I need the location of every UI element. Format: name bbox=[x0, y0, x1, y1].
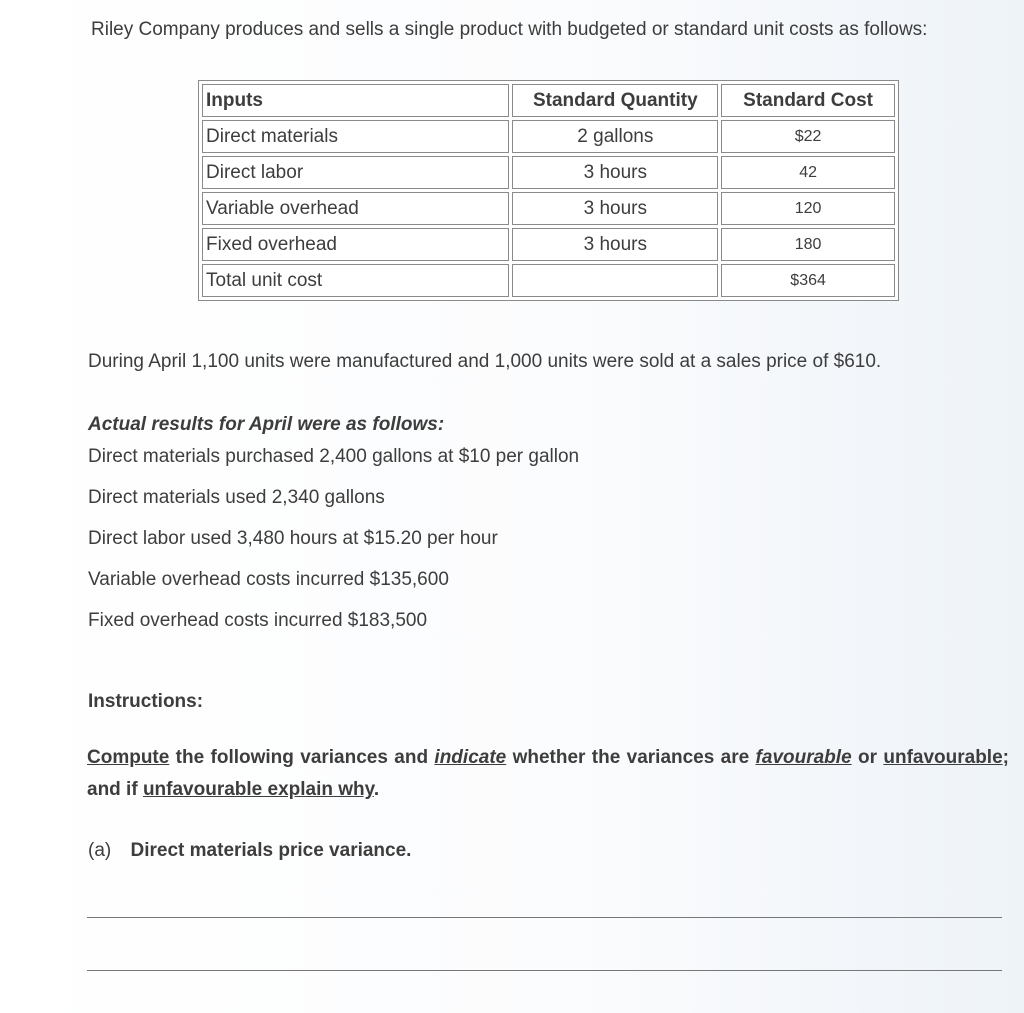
intro-text: Riley Company produces and sells a single product with budgeted or standard unit costs as follows: bbox=[91, 19, 928, 40]
cell-quantity: 3 hours bbox=[512, 228, 718, 261]
header-inputs: Inputs bbox=[202, 84, 509, 117]
cell-cost: 42 bbox=[721, 156, 895, 189]
actual-line: Direct materials used 2,340 gallons bbox=[88, 487, 385, 508]
standard-cost-table bbox=[198, 80, 899, 301]
cell-input: Fixed overhead bbox=[202, 228, 509, 261]
actual-line: Fixed overhead costs incurred $183,500 bbox=[88, 610, 428, 631]
table-row bbox=[202, 156, 895, 189]
unfavourable-word: unfavourable bbox=[883, 747, 1003, 768]
cell-quantity: 3 hours bbox=[512, 156, 718, 189]
answer-line[interactable] bbox=[87, 917, 1002, 918]
header-standard-quantity: Standard Quantity bbox=[512, 84, 718, 117]
cell-input: Total unit cost bbox=[202, 264, 509, 297]
cell-cost: 120 bbox=[721, 192, 895, 225]
cell-quantity: 2 gallons bbox=[512, 120, 718, 153]
table-row-total bbox=[202, 264, 895, 297]
cell-input: Direct materials bbox=[202, 120, 509, 153]
actual-results-heading: Actual results for April were as follows: bbox=[88, 414, 445, 435]
table-header-row bbox=[202, 84, 895, 117]
cell-cost: $22 bbox=[721, 120, 895, 153]
header-standard-cost: Standard Cost bbox=[721, 84, 895, 117]
question-a bbox=[88, 840, 411, 862]
cell-input: Variable overhead bbox=[202, 192, 509, 225]
compute-word: Compute bbox=[87, 747, 170, 768]
table-row bbox=[202, 120, 895, 153]
unfavourable-explain-phrase: unfavourable explain why bbox=[142, 779, 374, 800]
cell-quantity bbox=[512, 264, 718, 297]
actual-line: Direct materials purchased 2,400 gallons at $10 per gallon bbox=[88, 446, 580, 467]
cell-quantity: 3 hours bbox=[512, 192, 718, 225]
cell-input: Direct labor bbox=[202, 156, 509, 189]
question-text: Direct materials price variance. bbox=[130, 840, 412, 861]
table-row bbox=[202, 192, 895, 225]
favourable-word: favourable bbox=[755, 747, 852, 768]
actual-line: Direct labor used 3,480 hours at $15.20 per hour bbox=[88, 528, 498, 549]
table-row bbox=[202, 228, 895, 261]
instructions-text: Compute the following variances and indicate whether the variances are favourable or unfavourable; and if unfavourable explain why. bbox=[87, 747, 1009, 800]
answer-line[interactable] bbox=[87, 970, 1002, 971]
cell-cost: $364 bbox=[721, 264, 895, 297]
actual-line: Variable overhead costs incurred $135,600 bbox=[88, 569, 449, 590]
cell-cost: 180 bbox=[721, 228, 895, 261]
instructions-heading: Instructions: bbox=[88, 691, 204, 712]
indicate-word: indicate bbox=[434, 747, 507, 768]
april-note: During April 1,100 units were manufactured and 1,000 units were sold at a sales price of $610. bbox=[88, 351, 882, 372]
question-label: (a) bbox=[88, 840, 112, 861]
